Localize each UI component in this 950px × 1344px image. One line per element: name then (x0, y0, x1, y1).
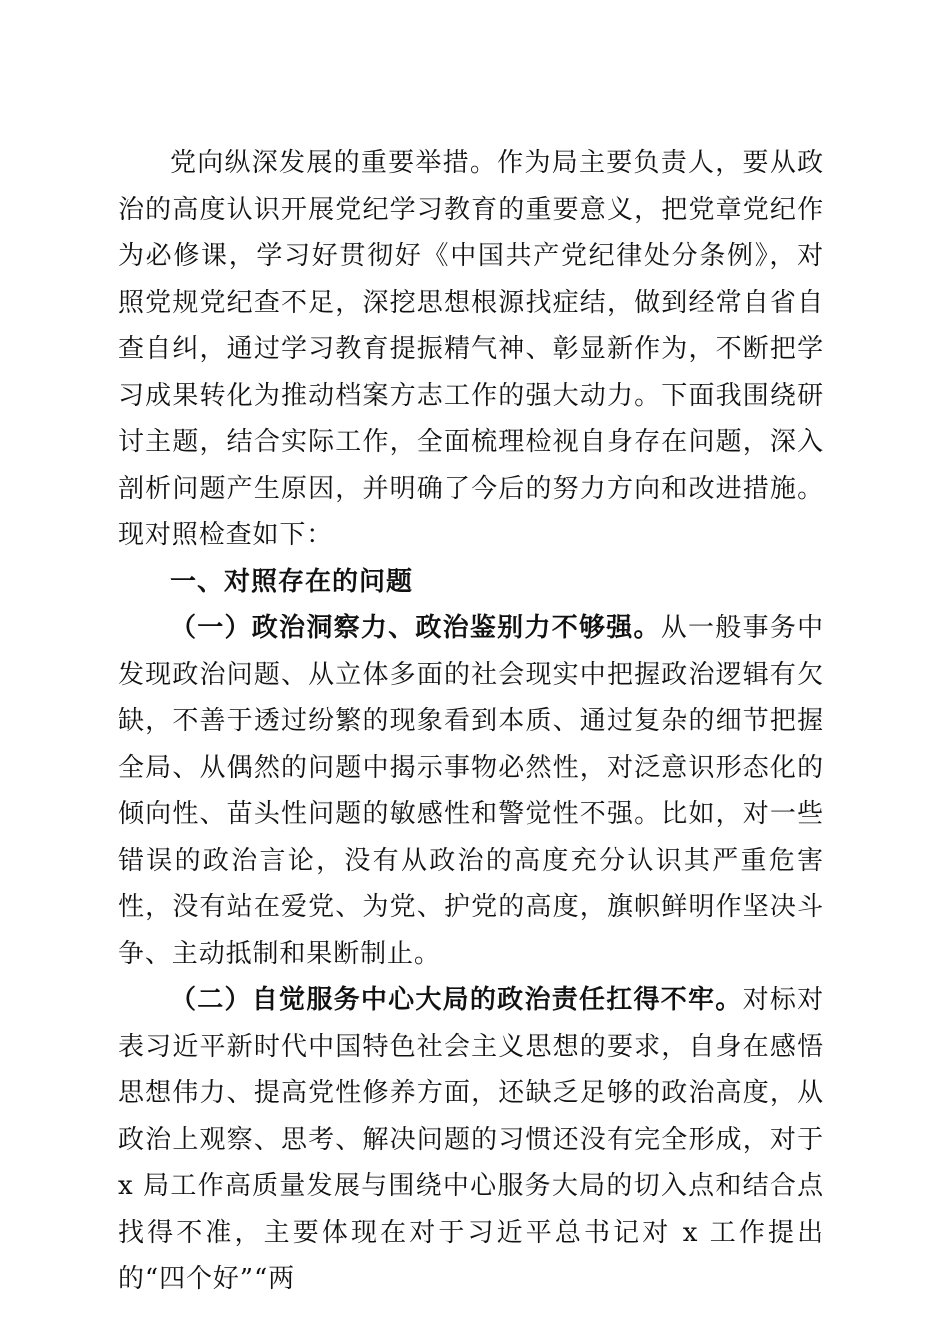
intro-paragraph: 党向纵深发展的重要举措。作为局主要负责人，要从政治的高度认识开展党纪学习教育的重要意义，把党章党纪作为必修课，学习好贯彻好《中国共产党纪律处分条例》，对照党规党纪查不足，深挖思想根源找症结，做到经常自省自查自纠，通过学习教育提振精气神、彰显新作为，不断把学习成果转化为推动档案方志工作的强大动力。下面我围绕研讨主题，结合实际工作，全面梳理检视自身存在问题，深入剖析问题产生原因，并明确了今后的努力方向和改进措施。现对照检查如下： (118, 148, 824, 550)
document-body (118, 140, 824, 1303)
section-heading: 一、对照存在的问题 (170, 566, 414, 597)
issue-text-2: 对标对表习近平新时代中国特色社会主义思想的要求，自身在感悟思想伟力、提高党性修养方面，还缺乏足够的政治高度，从政治上观察、思考、解决问题的习惯还没有完全形成，对于 x 局工作高质量发展与围绕中心服务大局的切入点和结合点找得不准，主要体现在对于习近平总书记对 x 工作提出的“四个好”“两 (118, 985, 824, 1294)
issue-title-1: （一）政治洞察力、政治鉴别力不够强。 (170, 613, 661, 643)
issue-text-1: 从一般事务中发现政治问题、从立体多面的社会现实中把握政治逻辑有欠缺，不善于透过纷繁的现象看到本质、通过复杂的细节把握全局、从偶然的问题中揭示事物必然性，对泛意识形态化的倾向性、苗头性问题的敏感性和警觉性不强。比如，对一些错误的政治言论，没有从政治的高度充分认识其严重危害性，没有站在爱党、为党、护党的高度，旗帜鲜明作坚决斗争、主动抵制和果断制止。 (118, 613, 825, 969)
issue-title-2: （二）自觉服务中心大局的政治责任扛得不牢。 (170, 985, 743, 1015)
issue-paragraph-2 (118, 977, 824, 1303)
issue-paragraph-1 (118, 605, 824, 977)
